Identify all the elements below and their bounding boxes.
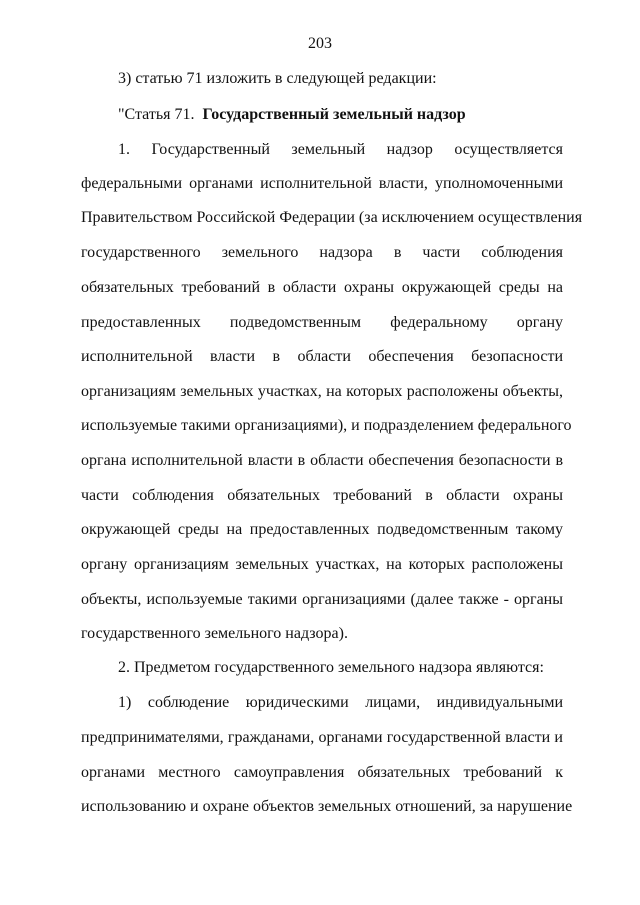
article-prefix: "Статья 71.	[118, 106, 195, 123]
paragraph-line-8: организациям земельных участках, на которых расположены объекты,	[81, 383, 563, 400]
paragraph-line-15: государственного земельного надзора).	[81, 625, 348, 642]
paragraph-line-5: обязательных требований в области охраны окружающей среды на	[81, 279, 563, 296]
page-number: 203	[308, 35, 332, 52]
paragraph-line-14: объекты, используемые такими организациями (далее также - органы	[81, 591, 563, 608]
paragraph-line-10: органа исполнительной власти в области обеспечения безопасности в	[81, 452, 563, 469]
item-1-line-2: предпринимателями, гражданами, органами государственной власти и	[81, 729, 563, 746]
paragraph-line-6: предоставленных подведомственным федеральному органу	[81, 314, 563, 331]
item-1-line-3: органами местного самоуправления обязательных требований к	[81, 764, 563, 781]
article-title: Государственный земельный надзор	[202, 106, 466, 123]
paragraph-2-line-1: 2. Предметом государственного земельного надзора являются:	[118, 659, 544, 676]
paragraph-line-2: федеральными органами исполнительной власти, уполномоченными	[81, 175, 563, 192]
paragraph-line-7: исполнительной власти в области обеспечения безопасности	[81, 348, 563, 365]
paragraph-line-11: части соблюдения обязательных требований в области охраны	[81, 487, 563, 504]
paragraph-line-1: 1. Государственный земельный надзор осуществляется	[118, 141, 563, 158]
item-1-line-1: 1) соблюдение юридическими лицами, индивидуальными	[118, 694, 563, 711]
paragraph-line-13: органу организациям земельных участках, на которых расположены	[81, 556, 563, 573]
paragraph-line-12: окружающей среды на предоставленных подведомственным такому	[81, 521, 563, 538]
article-heading	[118, 105, 563, 125]
paragraph-line-3: Правительством Российской Федерации (за исключением осуществления	[81, 209, 583, 226]
intro-line: 3) статью 71 изложить в следующей редакции:	[118, 70, 437, 87]
item-1-line-4: использованию и охране объектов земельных отношений, за нарушение	[81, 798, 573, 815]
paragraph-line-4: государственного земельного надзора в части соблюдения	[81, 244, 563, 261]
paragraph-line-9: используемые такими организациями), и подразделением федерального	[81, 417, 572, 434]
